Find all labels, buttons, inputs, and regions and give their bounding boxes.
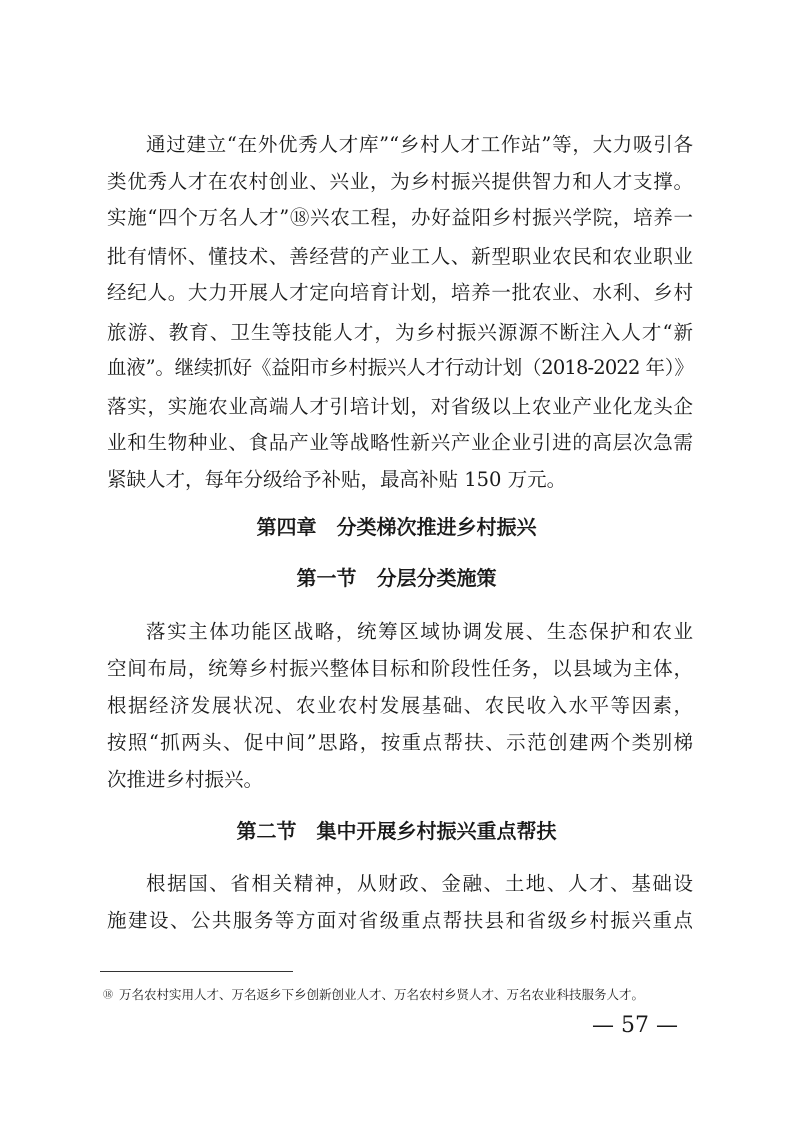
text-line: 经纪人。大力开展人才定向培育计划，培养一批农业、水利、乡村: [107, 281, 693, 304]
chapter-heading: 第四章 分类梯次推进乡村振兴: [256, 515, 537, 539]
text-line: 实施“四个万名人才”⑱兴农工程，办好益阳乡村振兴学院，培养一: [107, 206, 693, 229]
text-line: 根据国、省相关精神，从财政、金融、土地、人才、基础设: [146, 872, 693, 895]
text-line: 落实主体功能区战略，统筹区域协调发展、生态保护和农业: [146, 620, 693, 643]
text-line: 通过建立“在外优秀人才库”“乡村人才工作站”等，大力吸引各: [146, 133, 693, 156]
text-line: 施建设、公共服务等方面对省级重点帮扶县和省级乡村振兴重点: [107, 909, 693, 932]
footnote-divider: [100, 971, 293, 972]
text-line: 空间布局，统筹乡村振兴整体目标和阶段性任务，以县域为主体，: [107, 657, 693, 680]
text-line: 类优秀人才在农村创业、兴业，为乡村振兴提供智力和人才支撑。: [107, 170, 693, 193]
footnote: [103, 986, 644, 1005]
text-line: 落实，实施农业高端人才引培计划，对省级以上农业产业化龙头企: [107, 395, 693, 418]
section-heading: 第二节 集中开展乡村振兴重点帮扶: [236, 819, 557, 843]
footnote-text: 万名农村实用人才、万名返乡下乡创新创业人才、万名农村乡贤人才、万名农业科技服务人才。: [119, 987, 645, 1002]
text-line: 旅游、教育、卫生等技能人才，为乡村振兴源源不断注入人才“新: [107, 321, 693, 344]
section-heading: 第一节 分层分类施策: [296, 566, 497, 590]
text-line: 根据经济发展状况、农业农村发展基础、农民收入水平等因素，: [107, 694, 693, 717]
footnote-marker: ⑱: [103, 990, 113, 1001]
page-number: — 57 —: [592, 1013, 678, 1038]
text-line: 按照“抓两头、促中间”思路，按重点帮扶、示范创建两个类别梯: [107, 731, 693, 754]
text-line: 批有情怀、懂技术、善经营的产业工人、新型职业农民和农业职业: [107, 245, 693, 268]
text-line: 次推进乡村振兴。: [107, 768, 264, 791]
text-line: 业和生物种业、食品产业等战略性新兴产业企业引进的高层次急需: [107, 431, 693, 454]
text-line: 紧缺人才，每年分级给予补贴，最高补贴 150 万元。: [107, 468, 567, 491]
text-line: 血液”。继续抓好《益阳市乡村振兴人才行动计划（2018-2022 年）》: [107, 356, 693, 379]
